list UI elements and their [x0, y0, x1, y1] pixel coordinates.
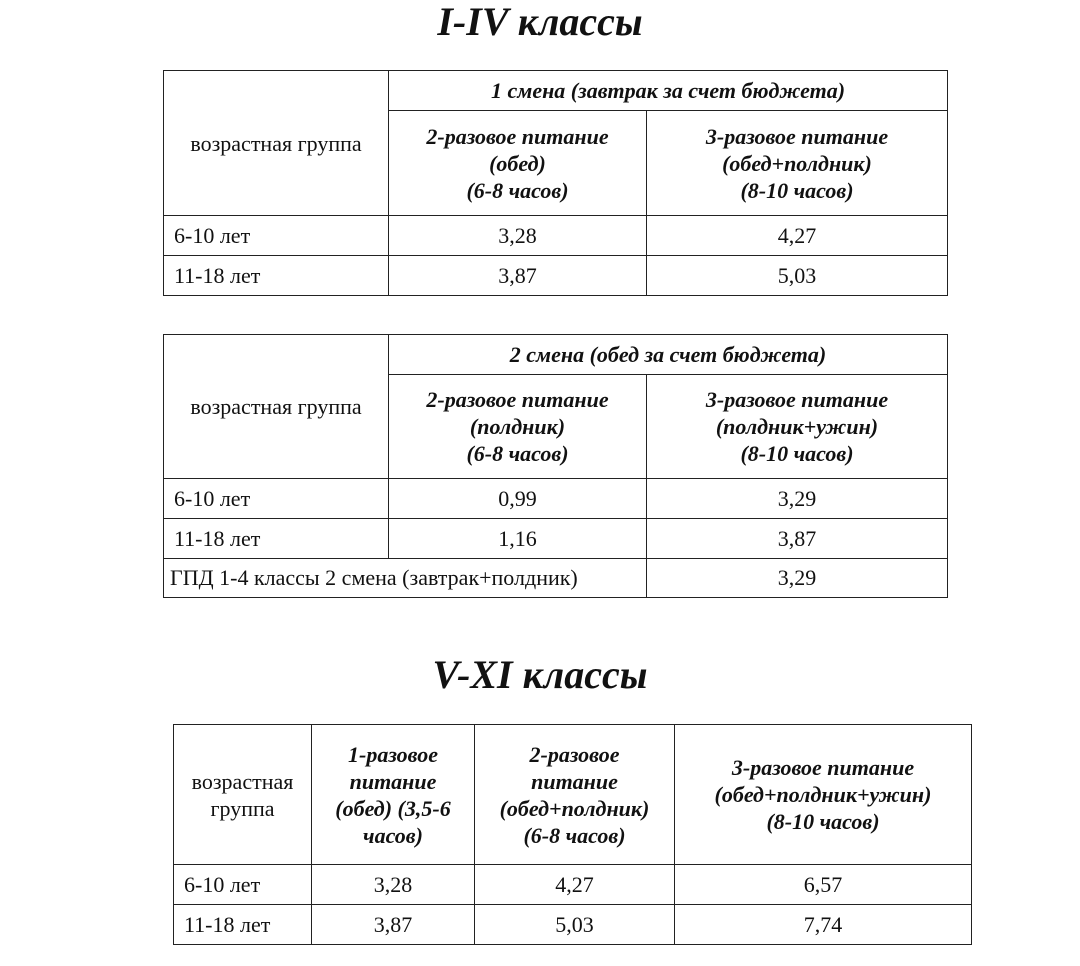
table-row — [164, 559, 948, 598]
shift-header: 1 смена (завтрак за счет бюджета) — [389, 71, 948, 111]
col-2meal-header: 2-разовое питание (обед) (6-8 часов) — [389, 111, 647, 216]
age-group-header: возрастная группа — [164, 71, 389, 216]
table-shift2 — [163, 334, 948, 598]
value-cell: 7,74 — [675, 905, 972, 945]
table-row — [164, 256, 948, 296]
age-cell: 6-10 лет — [164, 479, 389, 519]
gpd-label: ГПД 1-4 классы 2 смена (завтрак+полдник) — [164, 559, 647, 598]
shift-header: 2 смена (обед за счет бюджета) — [389, 335, 948, 375]
value-cell: 1,16 — [389, 519, 647, 559]
col-1meal-header: 1-разовое питание (обед) (3,5-6 часов) — [312, 725, 475, 865]
col-2meal-header: 2-разовое питание (обед+полдник) (6-8 часов) — [475, 725, 675, 865]
value-cell: 3,29 — [647, 479, 948, 519]
value-cell: 4,27 — [475, 865, 675, 905]
table-row — [164, 479, 948, 519]
value-cell: 3,87 — [389, 256, 647, 296]
age-group-header: возрастная группа — [164, 335, 389, 479]
age-cell: 11-18 лет — [164, 256, 389, 296]
value-cell: 3,28 — [389, 216, 647, 256]
table-row — [174, 905, 972, 945]
value-cell: 3,29 — [647, 559, 948, 598]
col-2meal-header: 2-разовое питание (полдник) (6-8 часов) — [389, 375, 647, 479]
value-cell: 3,87 — [647, 519, 948, 559]
col-3meal-header: 3-разовое питание (полдник+ужин) (8-10 часов) — [647, 375, 948, 479]
value-cell: 0,99 — [389, 479, 647, 519]
value-cell: 4,27 — [647, 216, 948, 256]
col-3meal-header: 3-разовое питание (обед+полдник+ужин) (8-10 часов) — [675, 725, 972, 865]
table-shift1 — [163, 70, 948, 296]
table-row — [164, 216, 948, 256]
table-row — [164, 519, 948, 559]
value-cell: 6,57 — [675, 865, 972, 905]
value-cell: 3,28 — [312, 865, 475, 905]
value-cell: 5,03 — [475, 905, 675, 945]
section2-title: V-XI классы — [432, 652, 648, 697]
age-cell: 6-10 лет — [164, 216, 389, 256]
table-row — [174, 865, 972, 905]
value-cell: 3,87 — [312, 905, 475, 945]
table-grades-5-11 — [173, 724, 972, 945]
age-group-header: возрастная группа — [174, 725, 312, 865]
age-cell: 11-18 лет — [164, 519, 389, 559]
value-cell: 5,03 — [647, 256, 948, 296]
section1-title: I-IV классы — [437, 0, 643, 44]
col-3meal-header: 3-разовое питание (обед+полдник) (8-10 часов) — [647, 111, 948, 216]
age-cell: 11-18 лет — [174, 905, 312, 945]
age-cell: 6-10 лет — [174, 865, 312, 905]
